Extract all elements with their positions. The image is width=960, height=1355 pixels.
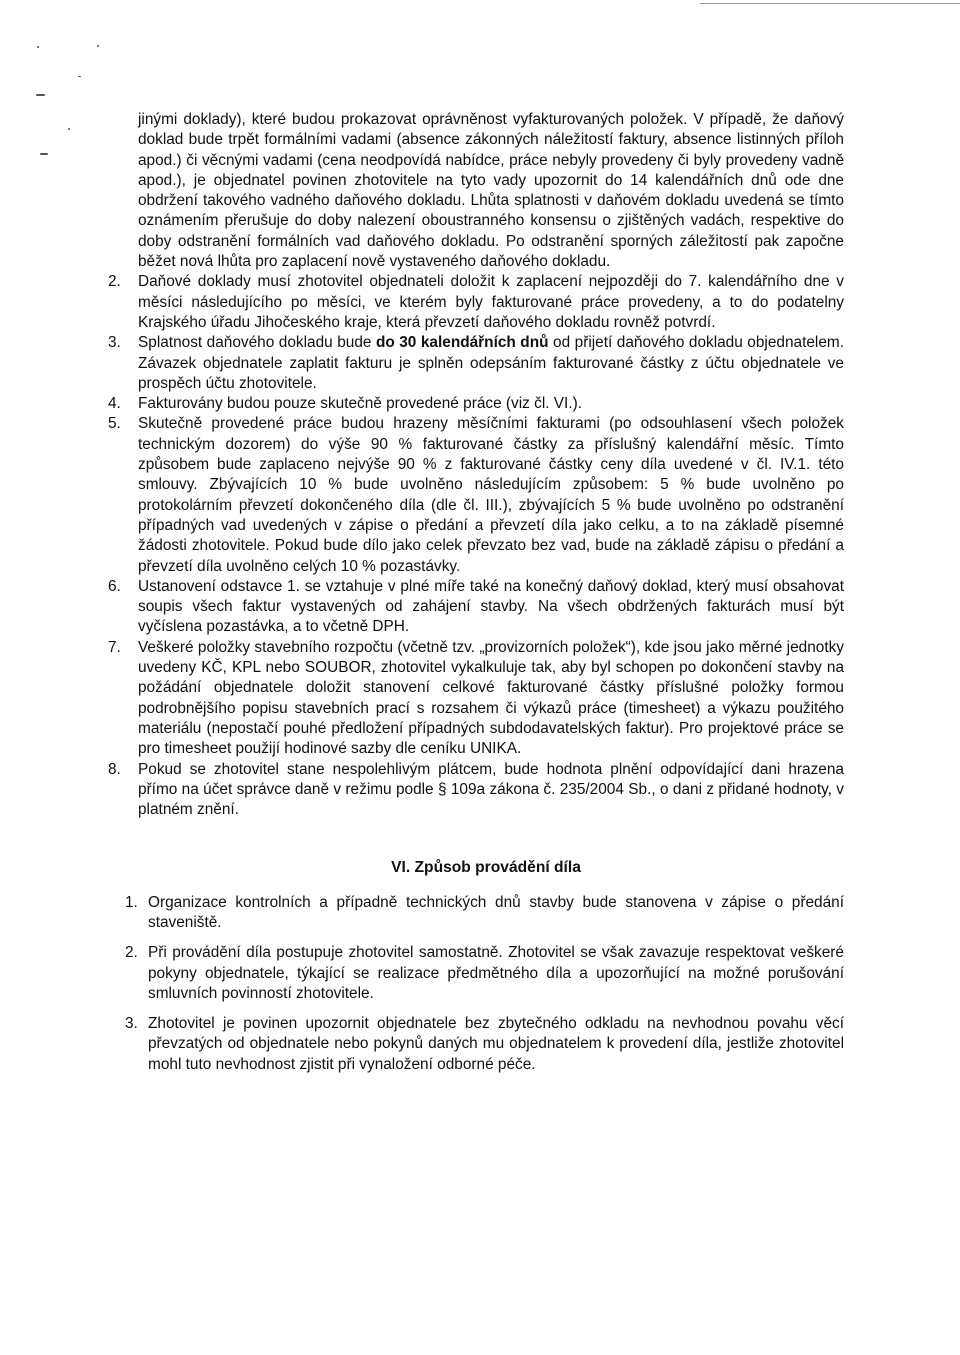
item-text-bold: do 30 kalendářních dnů (375, 334, 549, 352)
item-text-end: od přijetí daňového dokladu objednatelem. Závazek objednatele zaplatit fakturu je splněn odepsáním fakturované částky z účtu objednatele ve prospěch účtu zhotovitele. (138, 334, 844, 392)
item-number: 2. (125, 944, 138, 962)
payment-terms-list (108, 272, 844, 820)
scan-speck (97, 45, 99, 47)
item-number: 1. (125, 893, 138, 911)
item-number: 3. (125, 1015, 138, 1033)
list-item (108, 760, 844, 821)
item-text-start: Splatnost daňového dokladu bude (138, 334, 376, 352)
item-number: 5. (108, 415, 121, 433)
list-item (108, 394, 844, 414)
item-number: 7. (108, 638, 121, 656)
list-item (108, 333, 844, 394)
item-text: Fakturovány budou pouze skutečně provedené práce (viz čl. VI.). (138, 395, 583, 413)
item-text: Pokud se zhotovitel stane nespolehlivým plátcem, bude hodnota plnění odpovídající dani hrazena přímo na účet správce daně v režimu podle § 109a zákona č. 235/2004 Sb., o dani z přidané hodnoty, v platném znění. (138, 760, 844, 819)
list-item (108, 577, 844, 638)
item-text: Ustanovení odstavce 1. se vztahuje v plné míře také na konečný daňový doklad, který musí obsahovat soupis všech faktur vystavených od zahájení stavby. Na všech obdržených fakturách musí být vyčíslena pozastávka, a to včetně DPH. (138, 577, 844, 636)
list-item (108, 638, 844, 760)
intro-paragraph: jinými doklady), které budou prokazovat oprávněnost vyfakturovaných položek. V případě, že daňový doklad bude trpět formálními vadami (absence zákonných náležitostí faktury, absence listinných příloh apod.) či věcnými vadami (cena neodpovídá nabídce, práce nebyly provedeny či byly provedeny vadně apod.), je objednatel povinen zhotovitele na tyto vady upozornit do 14 kalendářních dnů ode dne obdržení takového vadného daňového dokladu. Lhůta splatnosti v daňovém dokladu uvedená se tímto oznámením přerušuje do doby nalezení oboustranného konsensu o zjištěných vadách, respektive do doby odstranění formálních vad daňového dokladu. Po odstranění sporných záležitostí pak započne běžet nová lhůta pro zaplacení nově vystaveného daňového dokladu. (138, 111, 844, 271)
scan-speck (36, 94, 45, 96)
scan-speck (37, 46, 39, 48)
item-number: 2. (108, 273, 121, 291)
item-number: 3. (108, 334, 121, 352)
scan-speck (40, 153, 48, 155)
item-number: 8. (108, 760, 121, 778)
section-heading: VI. Způsob provádění díla (391, 859, 581, 877)
work-execution-list (108, 893, 844, 1075)
item-text (138, 334, 844, 392)
item-number: 4. (108, 395, 121, 413)
list-item (108, 893, 844, 934)
scan-edge-line (700, 3, 960, 4)
item-text: Organizace kontrolních a případně technických dnů stavby bude stanovena v zápise o předání staveniště. (148, 893, 844, 931)
list-item (108, 1014, 844, 1075)
list-item (108, 272, 844, 333)
item-number: 6. (108, 577, 121, 595)
list-item (108, 414, 844, 576)
scan-speck (78, 76, 81, 77)
document-body (108, 110, 844, 1075)
list-item (108, 943, 844, 1004)
item-text: Skutečně provedené práce budou hrazeny měsíčními fakturami (po odsouhlasení všech položek technickým dozorem) do výše 90 % fakturované částky za příslušný kalendářní měsíc. Tímto způsobem bude zaplaceno nejvýše 90 % z fakturované částky ceny díla uvedené v čl. IV.1. této smlouvy. Zbývajících 10 % bude uvolněno následujícím způsobem: 5 % bude uvolněno po protokolárním převzetí dokončeného díla (dle čl. III.), zbývajících 5 % bude uvolněno po odstranění případných vad uvedených v zápise o předání a převzetí díla jako celku, a to na základě písemné žádosti zhotovitele. Pokud bude dílo jako celek převzato bez vad, bude na základě zápisu o předání a převzetí díla uvolněno celých 10 % pozastávky. (138, 415, 844, 575)
item-text: Zhotovitel je povinen upozornit objednatele bez zbytečného odkladu na nevhodnou povahu věcí převzatých od objednatele nebo pokynů daných mu objednatelem k provedení díla, jestliže zhotovitel mohl tuto nevhodnost zjistit při vynaložení odborné péče. (148, 1015, 844, 1073)
item-text: Při provádění díla postupuje zhotovitel samostatně. Zhotovitel se však zavazuje respektovat veškeré pokyny objednatele, týkající se realizace předmětného díla a upozorňující na možné porušování smluvních povinností zhotovitele. (148, 944, 844, 1002)
scan-speck (68, 128, 70, 130)
item-text: Daňové doklady musí zhotovitel objednateli doložit k zaplacení nejpozději do 7. kalendářního dne v měsíci následujícího po měsíci, ve kterém byly fakturované práce provedeny, a to do podatelny Krajského úřadu Jihočeského kraje, která převzetí daňového dokladu rovněž potvrdí. (138, 273, 844, 331)
item-text: Veškeré položky stavebního rozpočtu (včetně tzv. „provizorních položek“), kde jsou jako měrné jednotky uvedeny KČ, KPL nebo SOUBOR, zhotovitel vykalkuluje tak, aby byl schopen po dokončení stavby na požádání objednatele doložit stanovení celkové fakturované částky příslušné položky formou podrobnějšího popisu stavebních prací s rozsahem či výkazů práce (timesheet) a výkazu použitého materiálu (nepostačí pouhé předložení případných subdodavatelských faktur). Pro projektové práce se pro timesheet použijí hodinové sazby dle ceníku UNIKA. (138, 638, 844, 758)
